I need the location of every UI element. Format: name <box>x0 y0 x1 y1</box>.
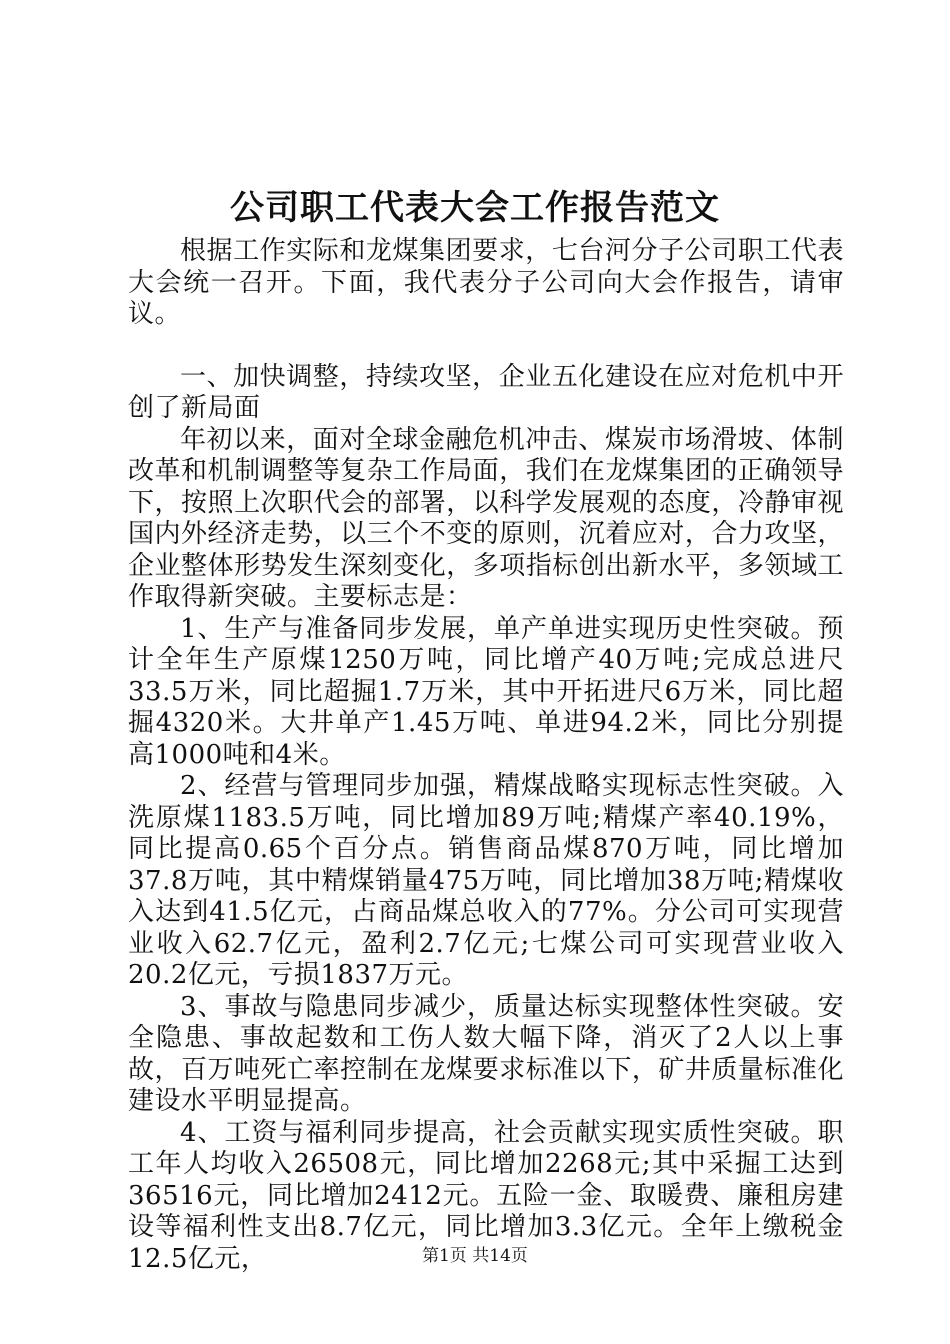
section-heading: 一、加快调整，持续攻坚，企业五化建设在应对危机中开创了新局面 <box>128 361 844 423</box>
paragraph-intro: 根据工作实际和龙煤集团要求，七台河分子公司职工代表大会统一召开。下面，我代表分子公司向大会作报告，请审议。 <box>128 236 844 329</box>
page-number: 第1页 共14页 <box>422 1246 528 1266</box>
paragraph-item-2: 2、经营与管理同步加强，精煤战略实现标志性突破。入洗原煤1183.5万吨，同比增加89万吨;精煤产率40.19%，同比提高0.65个百分点。销售商品煤870万吨，同比增加37.8万吨，其中精煤销量475万吨，同比增加38万吨;精煤收入达到41.5亿元，占商品煤总收入的77%。分公司可实现营业收入62.7亿元，盈利2.7亿元;七煤公司可实现营业收入20.2亿元，亏损1837万元。 <box>128 771 844 990</box>
document-body <box>128 236 844 1275</box>
paragraph-item-4: 4、工资与福利同步提高，社会贡献实现实质性突破。职工年人均收入26508元，同比增加2268元;其中采掘工达到36516元，同比增加2412元。五险一金、取暖费、廉租房建设等福利性支出8.7亿元，同比增加3.3亿元。全年上缴税金12.5亿元， <box>128 1117 844 1274</box>
paragraph-item-3: 3、事故与隐患同步减少，质量达标实现整体性突破。安全隐患、事故起数和工伤人数大幅下降，消灭了2人以上事故，百万吨死亡率控制在龙煤要求标准以下，矿井质量标准化建设水平明显提高。 <box>128 991 844 1116</box>
paragraph-item-1: 1、生产与准备同步发展，单产单进实现历史性突破。预计全年生产原煤1250万吨，同比增产40万吨;完成总进尺33.5万米，同比超掘1.7万米，其中开拓进尺6万米，同比超掘4320米。大井单产1.45万吨、单进94.2米，同比分别提高1000吨和4米。 <box>128 613 844 770</box>
document-title: 公司职工代表大会工作报告范文 <box>230 188 720 228</box>
paragraph-overview: 年初以来，面对全球金融危机冲击、煤炭市场滑坡、体制改革和机制调整等复杂工作局面，我们在龙煤集团的正确领导下，按照上次职代会的部署，以科学发展观的态度，冷静审视国内外经济走势，以三个不变的原则，沉着应对，合力攻坚，企业整体形势发生深刻变化，多项指标创出新水平，多领域工作取得新突破。主要标志是： <box>128 424 844 612</box>
